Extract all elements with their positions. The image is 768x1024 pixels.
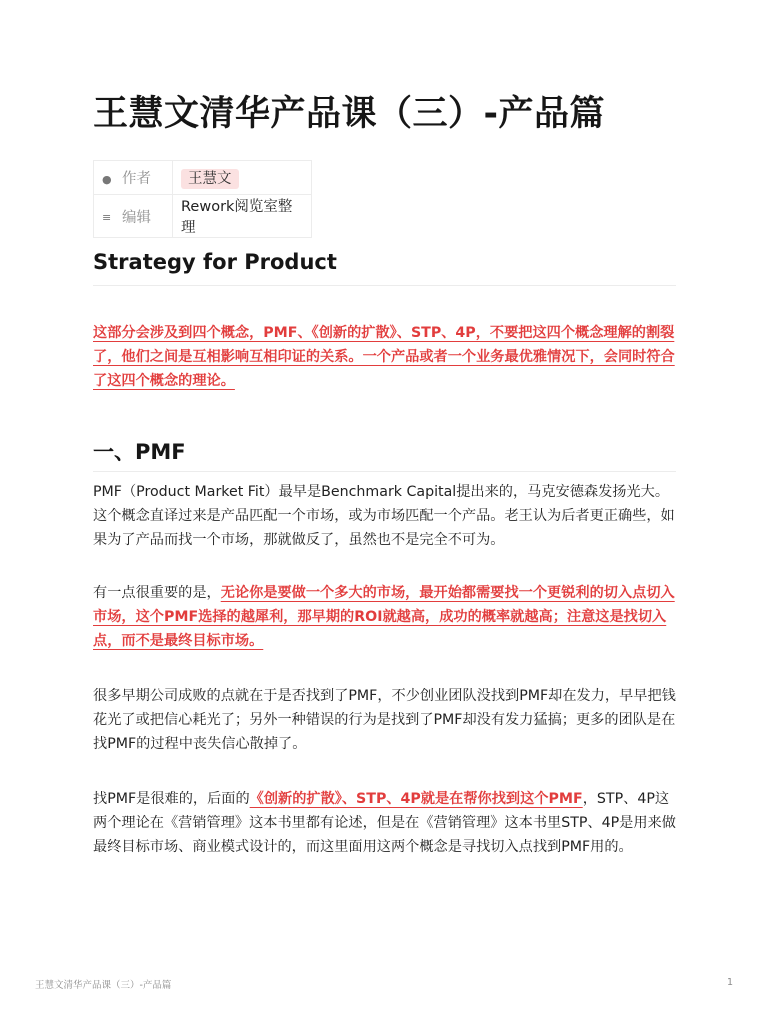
footer-doc-title: 王慧文清华产品课（三）-产品篇 (35, 980, 172, 991)
plain-text: ，STP、4P这两个理论在《营销管理》这本书里都有论述，但是在《营销管理》这本书里STP、4P是用来做最终目标市场、商业模式设计的，而这里面用这两个概念是寻找切入点找到PMF用的。 (93, 791, 676, 855)
plain-text: 找PMF是很难的，后面的 (93, 791, 250, 807)
properties-table (93, 160, 312, 238)
section-heading-strategy: Strategy for Product (93, 250, 337, 274)
property-row-author (94, 161, 312, 195)
property-row-editor (94, 195, 312, 238)
property-key-label: 编辑 (122, 209, 151, 226)
property-key-author (94, 161, 173, 195)
section-heading-pmf: 一、PMF (93, 440, 186, 464)
plain-text: 有一点很重要的是， (93, 585, 221, 601)
property-value-editor: Rework阅览室整理 (173, 195, 312, 238)
person-icon: ● (102, 172, 112, 186)
author-tag[interactable]: 王慧文 (181, 169, 239, 189)
property-value-author[interactable] (173, 161, 312, 195)
footer-page-number: 1 (726, 977, 733, 988)
page-title: 王慧文清华产品课（三）-产品篇 (93, 94, 606, 134)
highlighted-text: 无论你是要做一个多大的市场，最开始都需要找一个更锐利的切入点切入市场，这个PMF选择的越犀利，那早期的ROI就越高，成功的概率就越高；注意这是找切入点，而不是最终目标市场。 (93, 585, 675, 649)
paragraph-finding-pmf (93, 787, 676, 859)
highlighted-text: 这部分会涉及到四个概念，PMF、《创新的扩散》、STP、4P，不要把这四个概念理解的割裂了，他们之间是互相影响互相印证的关系。一个产品或者一个业务最优雅情况下，会同时符合了这四个概念的理论。 (93, 325, 675, 389)
divider (93, 471, 676, 472)
paragraph-pmf-definition: PMF（Product Market Fit）最早是Benchmark Capital提出来的，马克安德森发扬光大。这个概念直译过来是产品匹配一个市场，或为市场匹配一个产品。老王认为后者更正确些，如果为了产品而找一个市场，那就做反了，虽然也不是完全不可为。 (93, 484, 675, 548)
property-key-label: 作者 (122, 171, 151, 187)
highlighted-text: 《创新的扩散》、STP、4P就是在帮你找到这个PMF (249, 791, 583, 807)
paragraph-early-companies: 很多早期公司成败的点就在于是否找到了PMF，不少创业团队没找到PMF却在发力，早早把钱花光了或把信心耗光了；另外一种错误的行为是找到了PMF却没有发力猛搞；更多的团队是在找PMF的过程中丧失信心散掉了。 (93, 688, 676, 752)
paragraph-entry-point (93, 581, 676, 653)
divider (93, 285, 676, 286)
intro-paragraph (93, 321, 676, 393)
lines-icon: ≡ (102, 211, 112, 224)
property-key-editor (94, 195, 173, 238)
